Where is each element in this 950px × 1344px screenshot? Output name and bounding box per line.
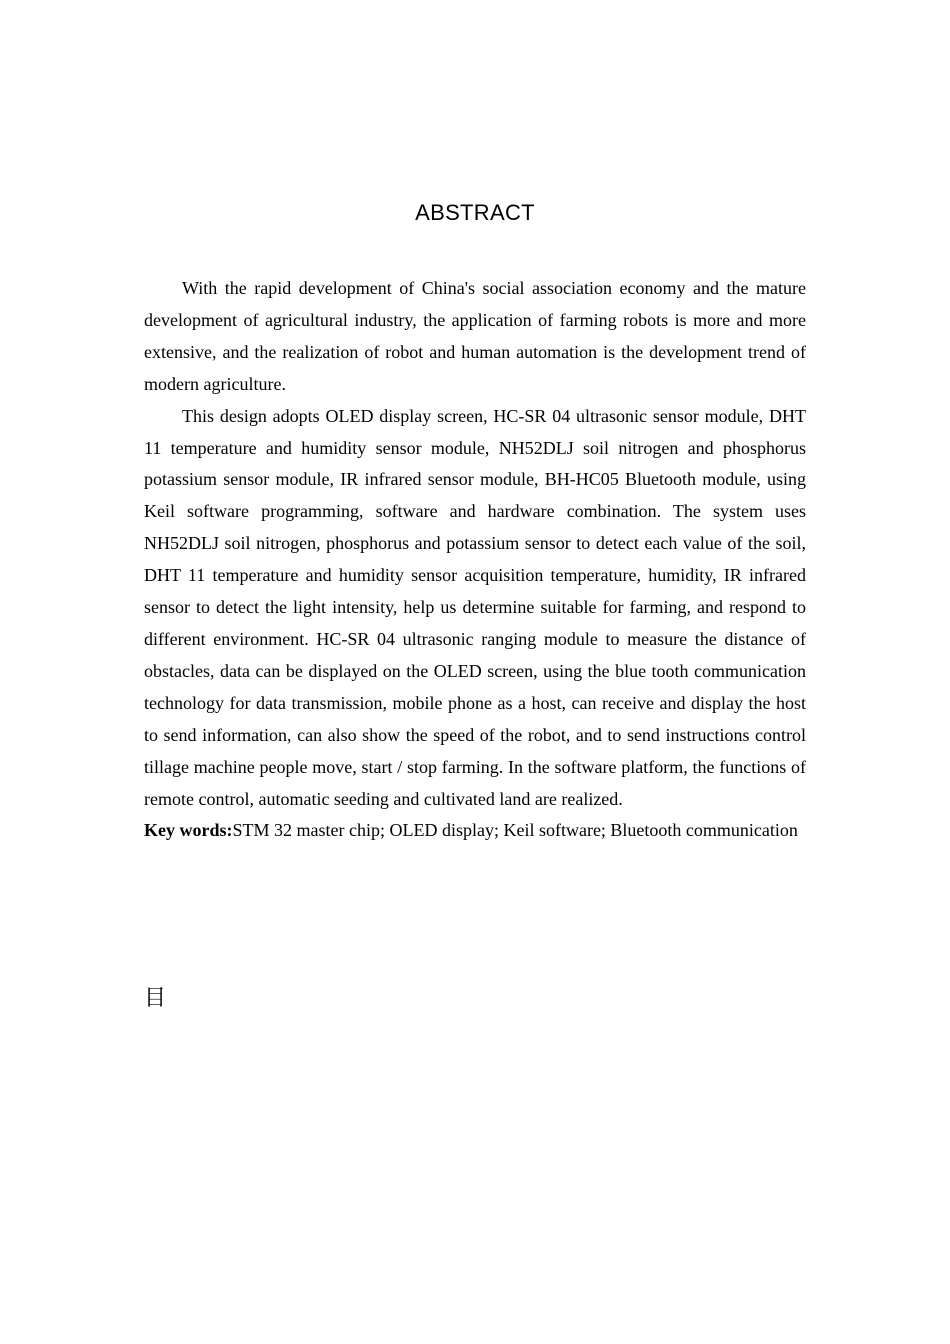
keywords-line	[144, 815, 806, 847]
abstract-paragraph-2: This design adopts OLED display screen, HC-SR 04 ultrasonic sensor module, DHT 11 temperature and humidity sensor module, NH52DLJ soil nitrogen and phosphorus potassium sensor module, IR infrared sensor module, BH-HC05 Bluetooth module, using Keil software programming, software and hardware combination. The system uses NH52DLJ soil nitrogen, phosphorus and potassium sensor to detect each value of the soil, DHT 11 temperature and humidity sensor acquisition temperature, humidity, IR infrared sensor to detect the light intensity, help us determine suitable for farming, and respond to different environment. HC-SR 04 ultrasonic ranging module to measure the distance of obstacles, data can be displayed on the OLED screen, using the blue tooth communication technology for data transmission, mobile phone as a host, can receive and display the host to send information, can also show the speed of the robot, and to send instructions control tillage machine people move, start / stop farming. In the software platform, the functions of remote control, automatic seeding and cultivated land are realized.	[144, 405, 806, 809]
abstract-body	[144, 273, 806, 847]
abstract-title: ABSTRACT	[415, 200, 535, 225]
abstract-paragraph-1: With the rapid development of China's social association economy and the mature development of agricultural industry, the application of farming robots is more and more extensive, and the realization of robot and human automation is the development trend of modern agriculture.	[144, 278, 806, 394]
keywords-label: Key words:	[144, 820, 233, 841]
keywords-value: STM 32 master chip; OLED display; Keil software; Bluetooth communication	[232, 820, 798, 841]
toc-heading: 目	[144, 986, 167, 1011]
